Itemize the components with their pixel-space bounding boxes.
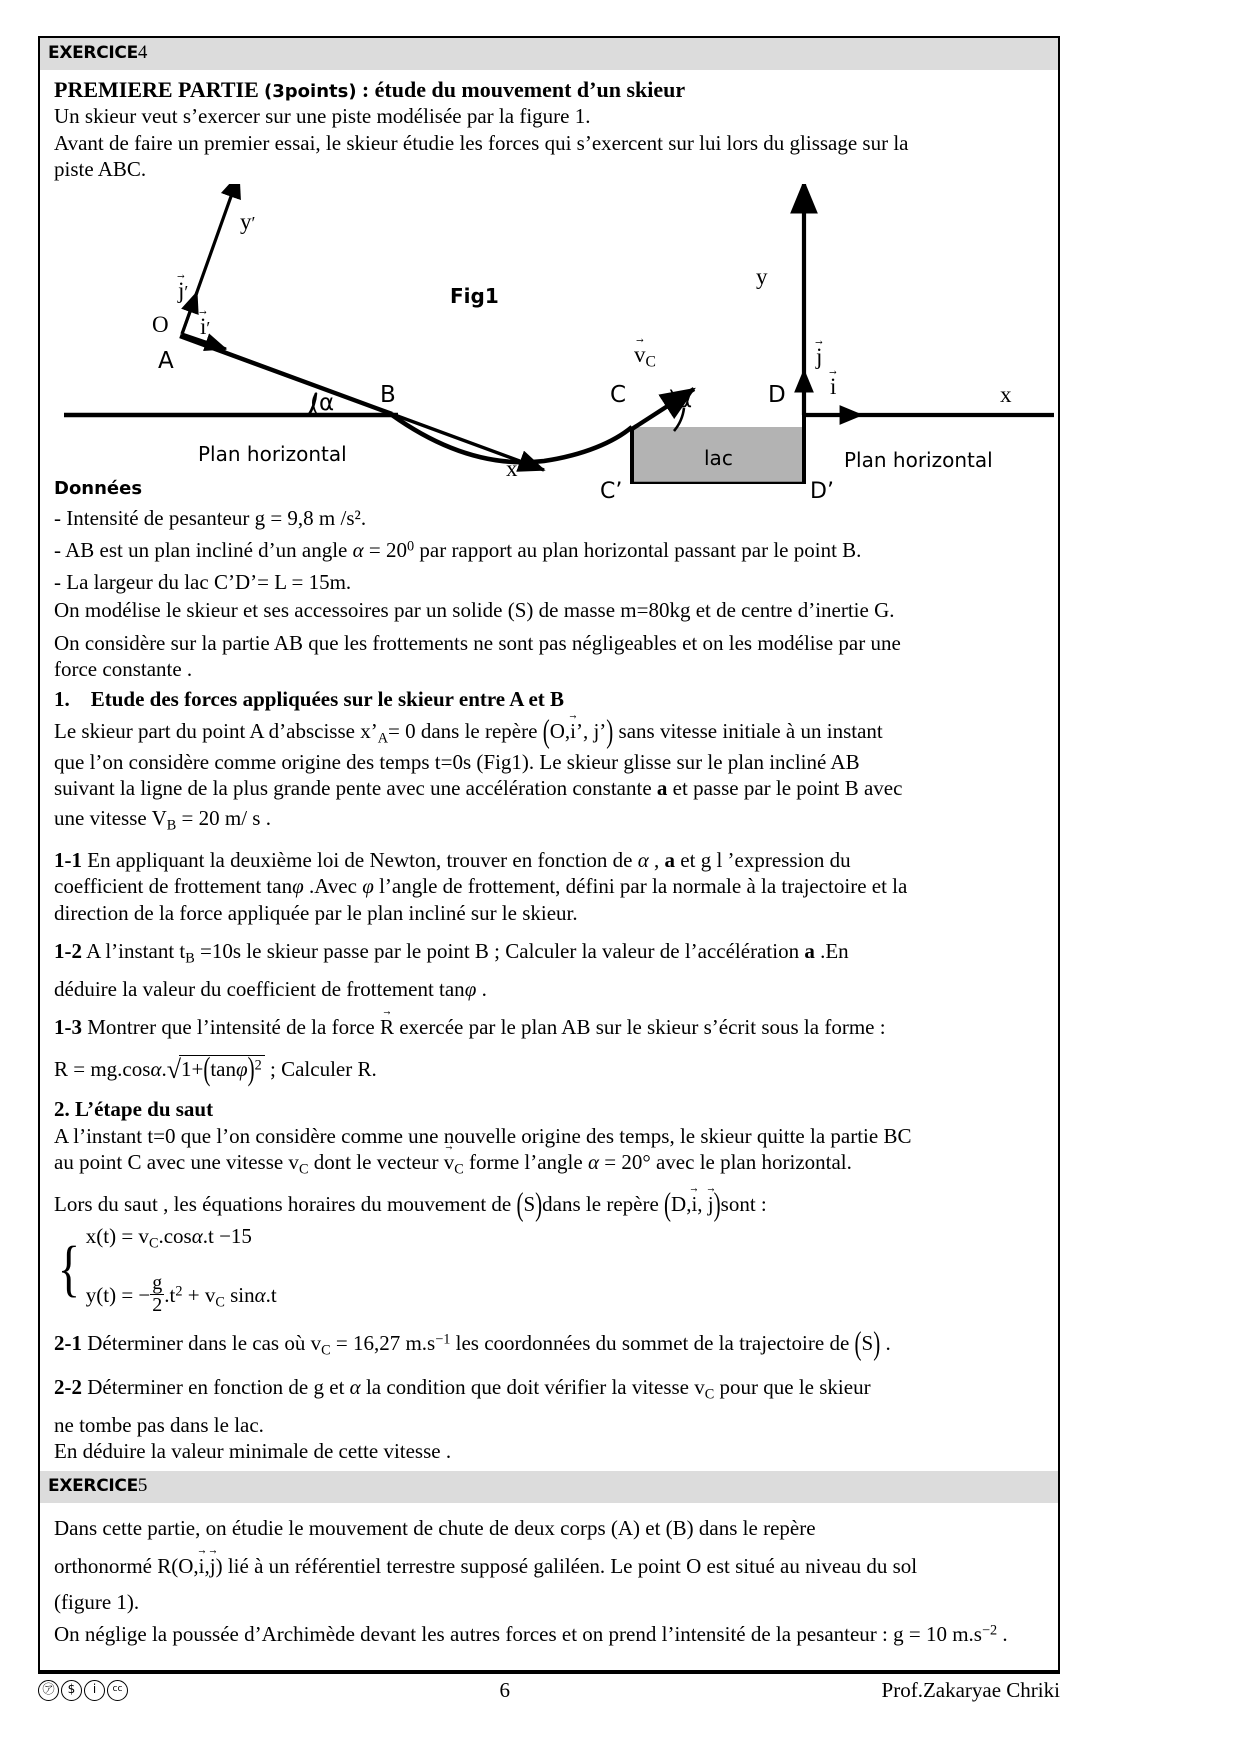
- cc-by-icon: i: [84, 1680, 105, 1701]
- label-alpha-right: )α: [668, 387, 693, 414]
- donnees-item-4: On modélise le skieur et ses accessoires par un solide (S) de masse m=80kg et de centre d’inertie G.: [54, 598, 895, 623]
- intro-line-3: piste ABC.: [54, 156, 147, 181]
- exercise-5-number: 5: [137, 1474, 148, 1496]
- page-number: 6: [499, 1678, 511, 1702]
- figure-caption: Fig1: [450, 284, 499, 309]
- intro-line-2: Avant de faire un premier essai, le skieur étudie les forces qui s’exercent sur lui lors du glissage sur la: [54, 130, 909, 155]
- premiere-partie-title: [54, 76, 1042, 104]
- label-i-prime: i →′: [200, 314, 210, 340]
- exercise-5-line4: On néglige la poussée d’Archimède devant les autres forces et on prend l’intensité de la pesanteur : g = 10 $m.s^{-2}$ .: [54, 1622, 1008, 1647]
- part-title: PREMIERE PARTIE: [54, 76, 259, 102]
- question-1-3-formula: $R = mg.\cos\alpha.√1+(\tan\varphi)^2$ ; Calculer R.: [54, 1049, 377, 1087]
- label-point-c: C: [610, 382, 627, 409]
- label-y-prime: y′: [240, 209, 256, 235]
- question-2-1: 2-1 Déterminer dans le cas où $v_C = 16,27$ $m.s^{-1}$ les coordonnées du sommet de la trajectoire de (S) .: [54, 1324, 891, 1362]
- label-point-c-prime: C’: [600, 479, 623, 505]
- label-vector-i: i →: [830, 374, 836, 400]
- label-lake: lac: [704, 446, 733, 471]
- sqrt-radicand: $1+(\tan\varphi)^2$: [179, 1055, 265, 1083]
- exercise-5-body: [40, 1515, 1058, 1648]
- question-2-2-line2: ne tombe pas dans le lac.: [54, 1413, 264, 1438]
- part-points: (3points): [264, 80, 357, 102]
- exercise-4-number: 4: [137, 42, 148, 63]
- donnees-item-5-line2: force constante .: [54, 656, 193, 681]
- question-1-2-line2: déduire la valeur du coefficient de frottement tanφ .: [54, 977, 487, 1002]
- author-name: Prof.Zakaryae Chriki: [881, 1678, 1060, 1702]
- exercise-4-label: EXERCICE: [48, 43, 138, 63]
- label-origin-o: O: [152, 312, 169, 338]
- question-2-line2: au point C avec une vitesse $v_C$ dont le vecteur $v \to_C$ forme l’angle α = 20° avec le plan horizontal.: [54, 1149, 1042, 1179]
- label-axis-x: x: [1000, 382, 1012, 408]
- equation-y-of-t: y(t) = − $\frac{g}{2}$ $.t^2 + v_C$ sinα.t: [85, 1272, 277, 1316]
- question-1-paragraph-line3: suivant la ligne de la plus grande pente avec une accélération constante a et passe par le point B avec: [54, 775, 903, 800]
- question-2-2-line1: 2-2 Déterminer en fonction de g et α la condition que doit vérifier la vitesse $v_C$ pour que le skieur: [54, 1375, 871, 1403]
- question-1-1-line2: coefficient de frottement tanφ .Avec φ l’angle de frottement, défini par la normale à la trajectoire et la: [54, 874, 908, 899]
- creative-commons-icons: [38, 1680, 128, 1701]
- donnees-item-5-line1: On considère sur la partie AB que les frottements ne sont pas négligeables et on les modélise par une: [54, 630, 901, 655]
- intro-line-1: Un skieur veut s’exercer sur une piste modélisée par la figure 1.: [54, 104, 591, 129]
- exercise-4-header: [40, 38, 1058, 70]
- label-point-b: B: [380, 382, 396, 409]
- exercise-4-body: [40, 76, 1058, 1465]
- label-point-a: A: [158, 348, 174, 375]
- question-2-heading: 2. L’étape du saut: [54, 1097, 214, 1122]
- document-page: [38, 36, 1060, 1672]
- question-1-heading: 1. Etude des forces appliquées sur le skieur entre A et B: [54, 687, 565, 712]
- question-1-paragraph-line2: que l’on considère comme origine des temps t=0s (Fig1). Le skieur glisse sur le plan incliné AB: [54, 749, 860, 774]
- question-1-3-line1: 1-3 Montrer que l’intensité de la force R → exercée par le plan AB sur le skieur s’écrit sous la forme :: [54, 1014, 1042, 1040]
- question-1-2-line1: 1-2 A l’instant $t_B =10s$ le skieur passe par le point B ; Calculer la valeur de l’accélération a .En: [54, 938, 849, 967]
- donnees-item-1: - Intensité de pesanteur g = 9,8 m /s².: [54, 505, 367, 530]
- exercise-5-line1: Dans cette partie, on étudie le mouvement de chute de deux corps (A) et (B) dans le repère: [54, 1515, 816, 1540]
- exercise-5-header: [40, 1471, 1058, 1503]
- label-point-d: D: [768, 382, 786, 409]
- label-vector-vc: $v \to_C$: [634, 342, 656, 372]
- fraction-g-over-2: $\frac{g}{2}$: [152, 1272, 163, 1316]
- label-j-prime: j →′: [178, 278, 188, 304]
- label-vector-j: j →: [816, 344, 822, 370]
- part-subject: : étude du mouvement d’un skieur: [361, 76, 686, 102]
- question-1-1-line3: direction de la force appliquée par le plan incliné sur le skieur.: [54, 900, 578, 925]
- cc-nd-icon: $: [61, 1680, 82, 1701]
- equation-brace-icon: {: [57, 1234, 81, 1303]
- question-2-2-line3: En déduire la valeur minimale de cette vitesse .: [54, 1439, 452, 1464]
- label-plan-horizontal-right: Plan horizontal: [844, 448, 993, 473]
- label-axis-y: y: [756, 264, 768, 290]
- donnees-item-2: - AB est un plan incliné d’un angle $\alpha = 20^0$ par rapport au plan horizontal passant par le point B.: [54, 537, 862, 562]
- question-1-1-line1: 1-1 En appliquant la deuxième loi de Newton, trouver en fonction de α , a et g l ’expression du: [54, 848, 851, 873]
- label-x-prime: x′: [506, 456, 522, 482]
- exercise-5-line2: orthonormé R(O,i →,j →) lié à un référentiel terrestre supposé galiléen. Le point O est situé au niveau du sol: [54, 1553, 1042, 1579]
- question-1-paragraph-line1: Le skieur part du point A d’abscisse $x’_A= 0$ dans le repère (O,i →’, j’) sans vitesse initiale à un instant: [54, 718, 1042, 748]
- page-footer: [38, 1678, 1060, 1703]
- equation-x-of-t: $x(t) = v_C.\cos\alpha.t -15$: [85, 1224, 252, 1252]
- donnees-title: Données: [54, 478, 143, 500]
- label-alpha-left: (α: [310, 390, 335, 417]
- question-2-line3: Lors du saut , les équations horaires du mouvement de (S)dans le repère (D,i →, j →)sont :: [54, 1191, 1042, 1217]
- exercise-5-line3: (figure 1).: [54, 1590, 140, 1615]
- question-2-line1: A l’instant t=0 que l’on considère comme une nouvelle origine des temps, le skieur quitte la partie BC: [54, 1123, 912, 1148]
- donnees-item-3: - La largeur du lac C’D’= L = 15m.: [54, 570, 352, 595]
- question-1-paragraph-line4: une vitesse $V_B = 20$ m/ s .: [54, 806, 271, 834]
- exercise-5-label: EXERCICE: [48, 1475, 138, 1496]
- motion-equations: [54, 1223, 1042, 1316]
- label-point-d-prime: D’: [810, 479, 834, 505]
- cc-logo-icon: cc: [107, 1680, 128, 1701]
- cc-circle-icon: ㋐: [38, 1680, 59, 1701]
- footer-divider: [38, 1672, 1060, 1674]
- label-plan-horizontal-left: Plan horizontal: [198, 442, 347, 467]
